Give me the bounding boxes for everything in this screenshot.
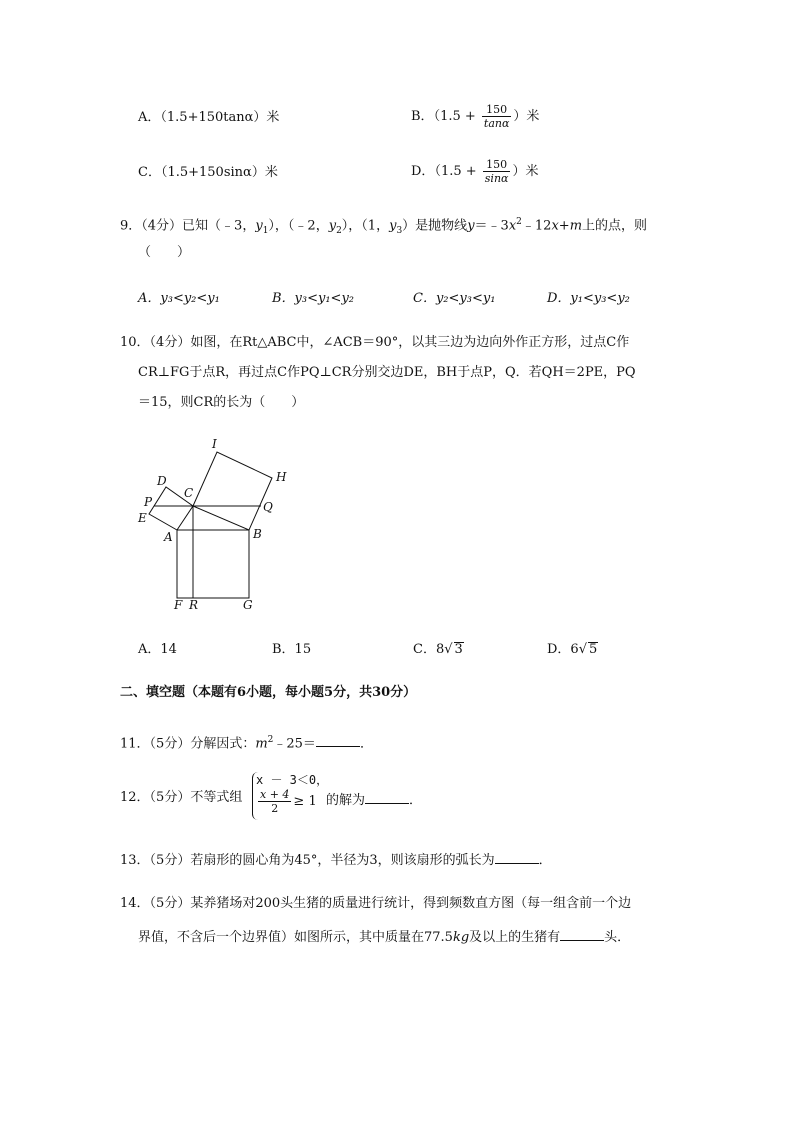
q9-option-c: C．y₂<y₃<y₁	[413, 291, 496, 306]
q11-answer-blank[interactable]	[316, 732, 360, 747]
label-r: R	[189, 598, 199, 612]
q8-option-a: A．（1.5+150tanα）米	[138, 110, 280, 125]
q12-prefix: 12．（5分）不等式组	[120, 790, 243, 805]
q9-option-b: B．y₃<y₁<y₂	[272, 291, 355, 306]
q14-line1: 14．（5分）某养猪场对200头生猪的质量进行统计，得到频数直方图（每一组含前一个边	[120, 896, 632, 911]
q9-answer-paren: （ ）	[138, 245, 191, 260]
label-h: H	[276, 470, 287, 484]
q10-stem-line1: 10．（4分）如图，在Rt△ABC中，∠ACB＝90°，以其三边为边向外作正方形，过点C作	[120, 335, 630, 350]
q9-option-a: A．y₃<y₂<y₁	[138, 291, 220, 306]
q10-stem-line3: ＝15，则CR的长为（ ）	[138, 395, 305, 410]
label-c: C	[184, 486, 194, 500]
q10-option-b: B．15	[272, 642, 312, 657]
q11: 11．（5分）分解因式：$m^2﹣25=$ ．	[120, 731, 373, 753]
label-q: Q	[263, 500, 273, 514]
q14-answer-blank[interactable]	[560, 926, 604, 941]
q10-option-d: D．6√ 5	[547, 642, 598, 657]
label-p: P	[144, 495, 153, 509]
q8-option-b: B．（1.5 + $\frac{150}{\tan\alpha}$ ）米	[411, 103, 540, 130]
q10-option-a: A．14	[138, 642, 177, 657]
q13-answer-blank[interactable]	[495, 849, 539, 864]
label-e: E	[138, 511, 147, 525]
square-abgf	[177, 530, 249, 598]
q9-stem: 9．（4分）已知（﹣3，$y_1$），（﹣2，$y_2$），（1，$y_3$）是抛物线$y=﹣3x^2﹣12x+m$上的点，则	[120, 217, 648, 236]
square-cbhi	[193, 452, 272, 530]
label-i: I	[212, 437, 217, 451]
q12-suffix: 的解为 ．	[326, 789, 422, 810]
q12-answer-blank[interactable]	[365, 789, 409, 804]
q12-ineq-1: x － 3＜0，	[256, 773, 329, 787]
q8-option-c: C．（1.5+150sinα）米	[138, 165, 278, 180]
q10-stem-line2: CR⊥FG于点R，再过点C作PQ⊥CR分别交边DE，BH于点P，Q．若QH＝2PE，PQ	[138, 365, 636, 380]
q13: 13．（5分）若扇形的圆心角为45°，半径为3，则该扇形的弧长为 ．	[120, 849, 552, 870]
q14-line2: 界值，不含后一个边界值）如图所示，其中质量在77.5kg及以上的生猪有 头．	[138, 926, 630, 947]
label-d: D	[157, 474, 167, 488]
label-f: F	[174, 598, 183, 612]
q10-option-c: C．8√ 3	[413, 642, 463, 657]
label-b: B	[253, 527, 262, 541]
label-g: G	[243, 598, 253, 612]
q9-option-d: D．y₁<y₃<y₂	[547, 291, 630, 306]
q12-ineq-2: $\frac{x + 4}{2}$ ≥ 1	[260, 788, 317, 815]
q8-option-d: D．（1.5 + $\frac{150}{\sin\alpha}$ ）米	[411, 158, 539, 185]
label-a: A	[164, 530, 173, 544]
section-2-title: 二、填空题（本题有6小题，每小题5分，共30分）	[120, 685, 417, 700]
